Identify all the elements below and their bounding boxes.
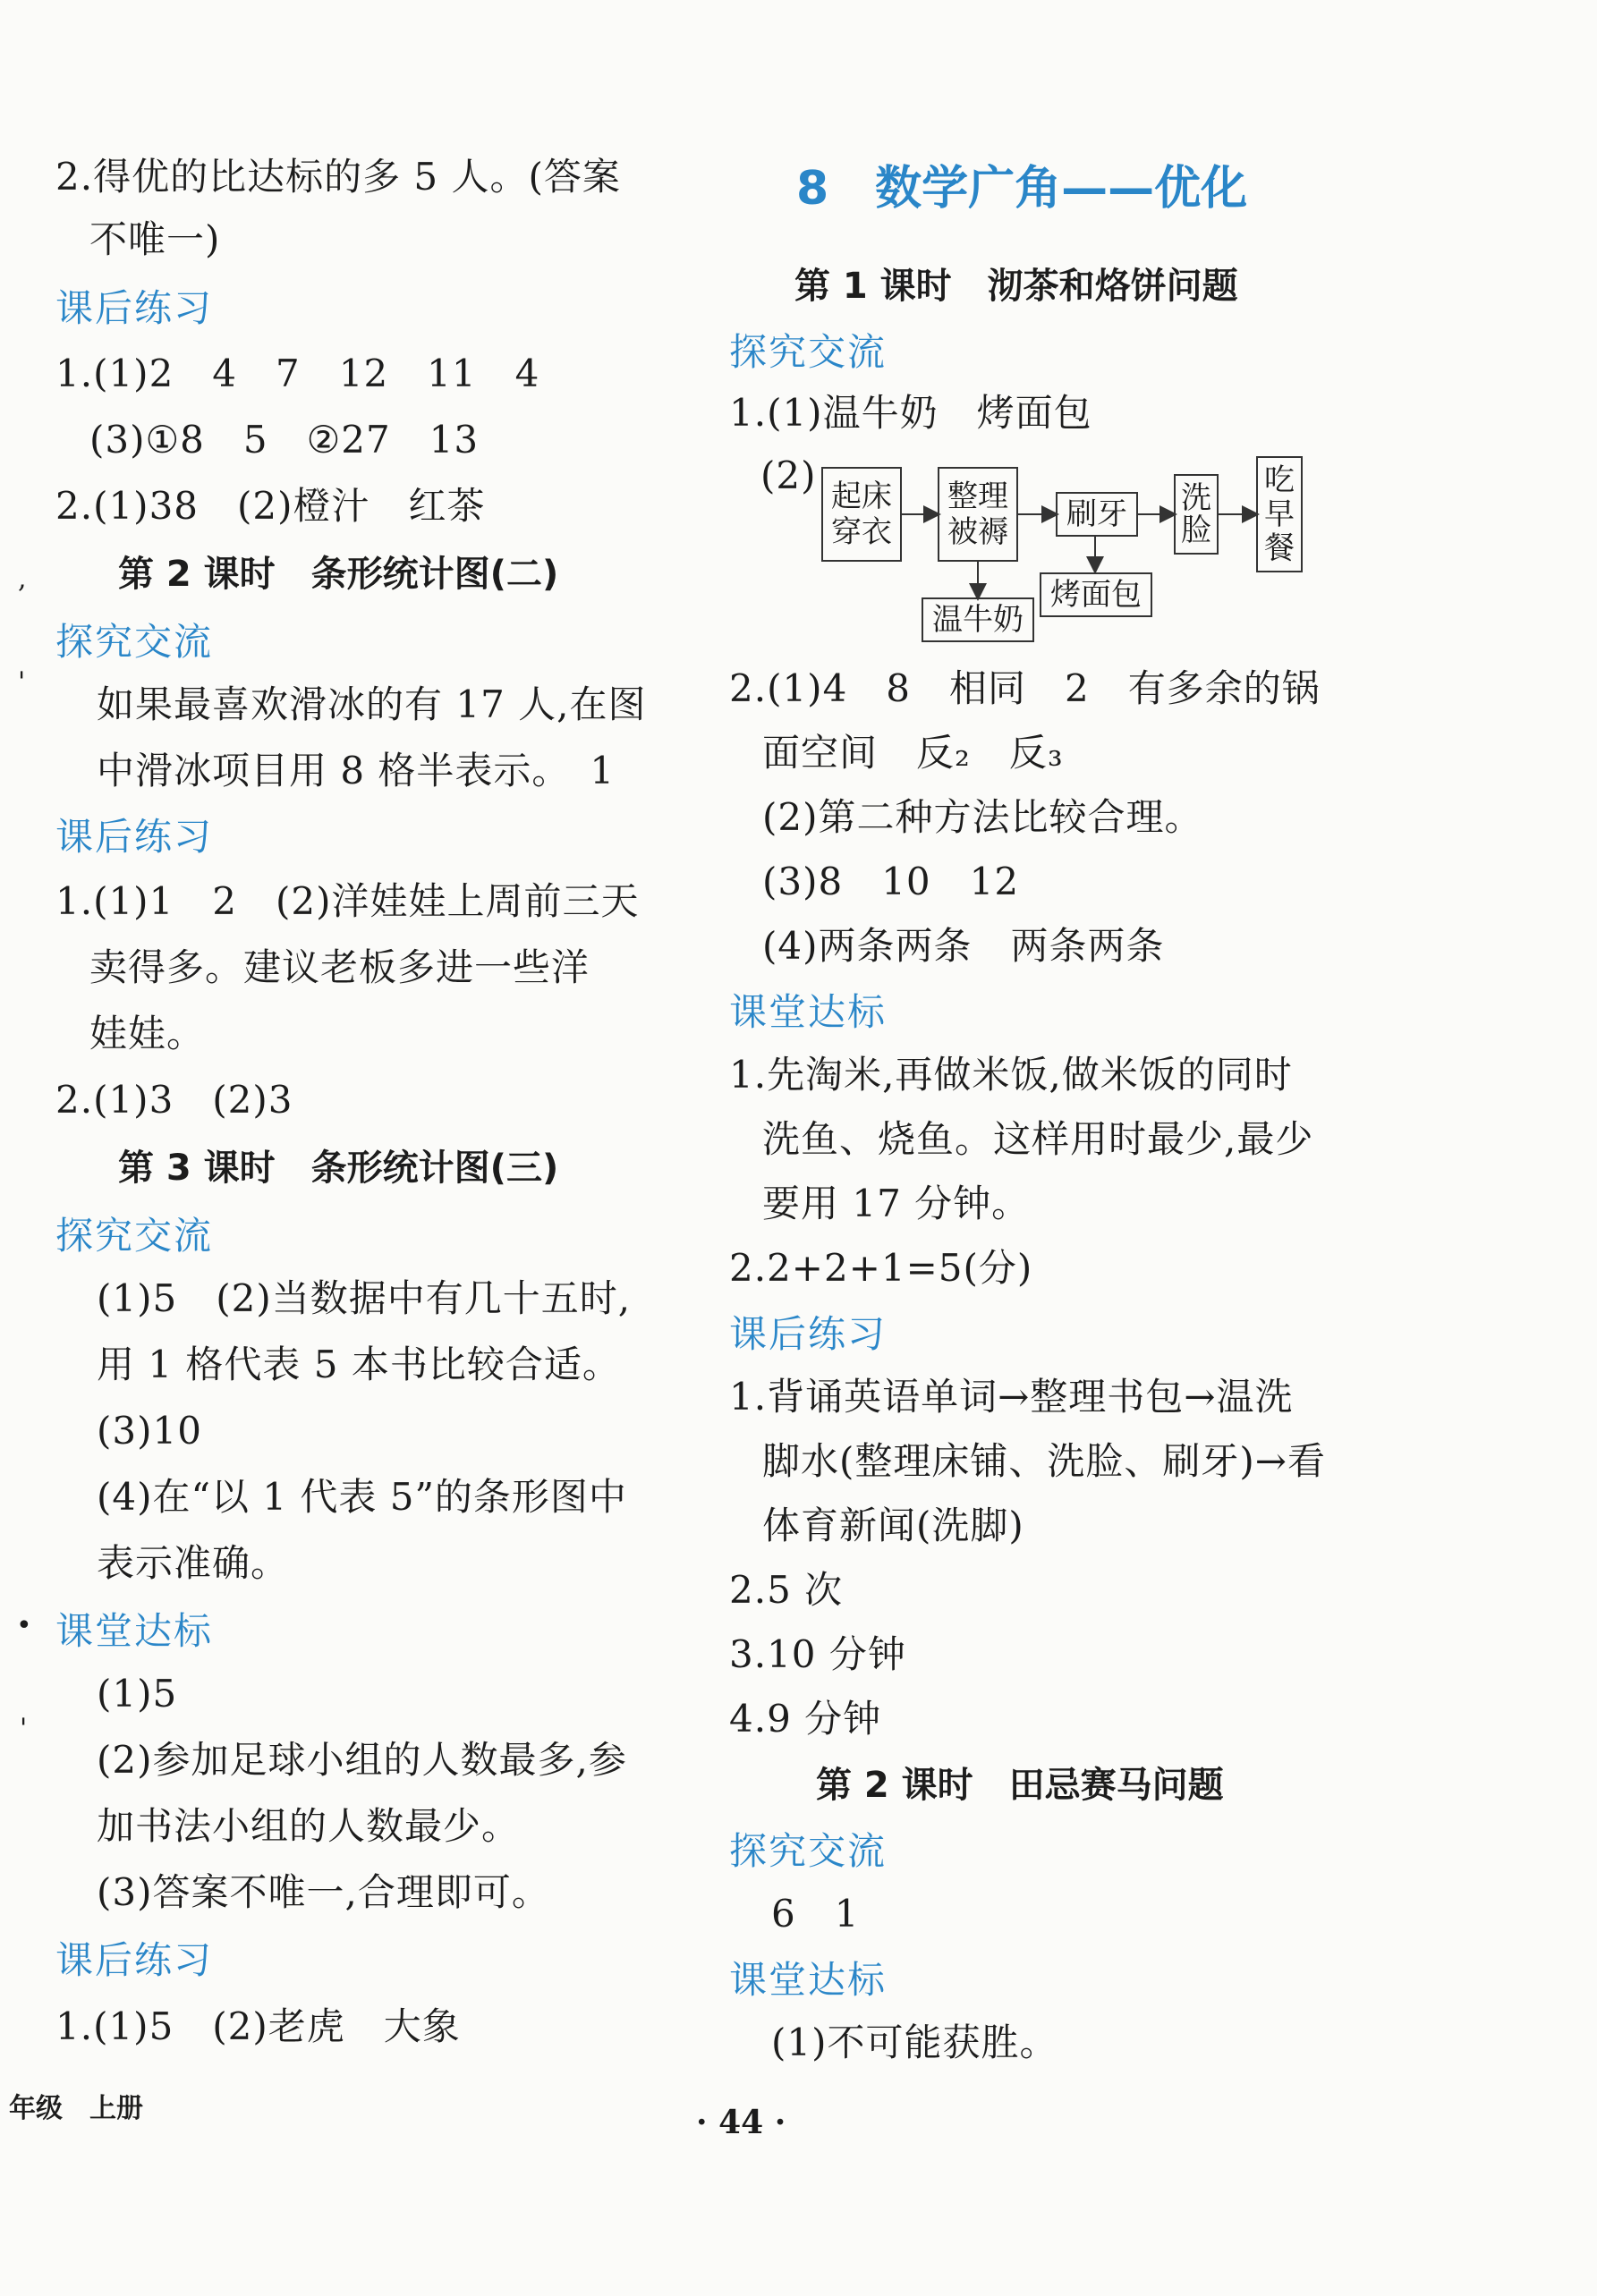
lesson-heading: 第 2 课时 条形统计图(二) — [118, 554, 559, 595]
answer-line: 2.得优的比达标的多 5 人。(答案 — [55, 155, 621, 199]
answer-line: 1.先淘米,再做米饭,做米饭的同时 — [729, 1053, 1293, 1097]
lesson-heading: 第 3 课时 条形统计图(三) — [118, 1148, 559, 1189]
answer-line: (1)5 — [97, 1672, 178, 1716]
section-heading: 课堂达标 — [729, 1958, 888, 2002]
answer-line: (3)8 10 12 — [762, 860, 1020, 903]
answer-line: 2.(1)38 (2)橙汁 红茶 — [55, 484, 486, 528]
section-heading: 课后练习 — [55, 286, 214, 330]
answer-line: 2.(1)3 (2)3 — [55, 1078, 293, 1122]
flow-box: 温牛奶 — [922, 597, 1034, 642]
section-heading: 课堂达标 — [55, 1609, 214, 1653]
chapter-title: 8 数学广角——优化 — [796, 162, 1248, 216]
margin-mark: • — [16, 1610, 32, 1641]
flow-box: 洗 脸 — [1174, 474, 1219, 555]
answer-line: (1)5 (2)当数据中有几十五时, — [97, 1276, 632, 1320]
lesson-heading: 第 1 课时 沏茶和烙饼问题 — [794, 266, 1238, 307]
answer-line: 2.2+2+1=5(分) — [729, 1246, 1033, 1290]
margin-mark: ' — [18, 666, 26, 698]
section-heading: 课堂达标 — [729, 990, 888, 1034]
section-heading: 课后练习 — [729, 1312, 888, 1356]
page-number: · 44 · — [696, 2104, 786, 2141]
section-heading: 探究交流 — [55, 1214, 214, 1258]
answer-line: (2) — [760, 453, 817, 497]
answer-line: (3)10 — [97, 1409, 202, 1453]
section-heading: 探究交流 — [55, 620, 214, 664]
answer-line: 加书法小组的人数最少。 — [97, 1804, 521, 1848]
answer-line: (3)答案不唯一,合理即可。 — [97, 1870, 550, 1914]
answer-line: 2.5 次 — [729, 1568, 844, 1612]
answer-line: 表示准确。 — [97, 1541, 290, 1585]
answer-line: 4.9 分钟 — [729, 1697, 882, 1741]
answer-line: 1.背诵英语单词→整理书包→温洗 — [729, 1375, 1294, 1419]
answer-line: (2)第二种方法比较合理。 — [762, 795, 1203, 839]
answer-line: (2)参加足球小组的人数最多,参 — [97, 1738, 627, 1782]
answer-line: (3)①8 5 ②27 13 — [89, 418, 480, 462]
margin-mark: ' — [20, 1713, 28, 1744]
flow-box: 刷牙 — [1056, 492, 1138, 537]
answer-line: (1)不可能获胜。 — [771, 2021, 1058, 2064]
answer-line: 中滑冰项目用 8 格半表示。 1 — [97, 749, 616, 792]
flow-arrows — [0, 0, 1597, 716]
answer-line: 6 1 — [771, 1892, 860, 1936]
answer-line: 3.10 分钟 — [729, 1632, 906, 1676]
answer-line: 体育新闻(洗脚) — [762, 1504, 1024, 1547]
answer-line: 1.(1)1 2 (2)洋娃娃上周前三天 — [55, 879, 640, 923]
flow-box: 烤面包 — [1040, 572, 1152, 617]
answer-line: 卖得多。建议老板多进一些洋 — [89, 945, 590, 989]
answer-line: 如果最喜欢滑冰的有 17 人,在图 — [97, 682, 647, 726]
answer-line: (4)在“以 1 代表 5”的条形图中 — [97, 1475, 627, 1519]
section-heading: 课后练习 — [55, 815, 214, 859]
section-heading: 课后练习 — [55, 1938, 214, 1982]
answer-line: 娃娃。 — [89, 1012, 206, 1055]
answer-line: 2.(1)4 8 相同 2 有多余的锅 — [729, 666, 1321, 710]
flow-box: 起床 穿衣 — [821, 467, 902, 562]
answer-line: 要用 17 分钟。 — [762, 1182, 1031, 1225]
flow-box: 整理 被褥 — [938, 467, 1018, 562]
footer-grade: 年级 上册 — [9, 2093, 143, 2124]
answer-line: 1.(1)2 4 7 12 11 4 — [55, 352, 540, 395]
answer-line: 脚水(整理床铺、洗脸、刷牙)→看 — [762, 1439, 1326, 1483]
answer-line: 用 1 格代表 5 本书比较合适。 — [97, 1343, 621, 1386]
answer-line: (4)两条两条 两条两条 — [762, 924, 1165, 968]
answer-line: 1.(1)5 (2)老虎 大象 — [55, 2004, 461, 2048]
answer-line: 不唯一) — [89, 217, 221, 261]
margin-mark: , — [18, 563, 27, 595]
section-heading: 探究交流 — [729, 330, 888, 374]
answer-line: 1.(1)温牛奶 烤面包 — [729, 391, 1092, 435]
answer-line: 洗鱼、烧鱼。这样用时最少,最少 — [762, 1117, 1314, 1161]
section-heading: 探究交流 — [729, 1829, 888, 1873]
lesson-heading: 第 2 课时 田忌赛马问题 — [816, 1765, 1224, 1806]
flow-box: 吃 早 餐 — [1256, 456, 1303, 572]
answer-line: 面空间 反₂ 反₃ — [762, 731, 1064, 775]
